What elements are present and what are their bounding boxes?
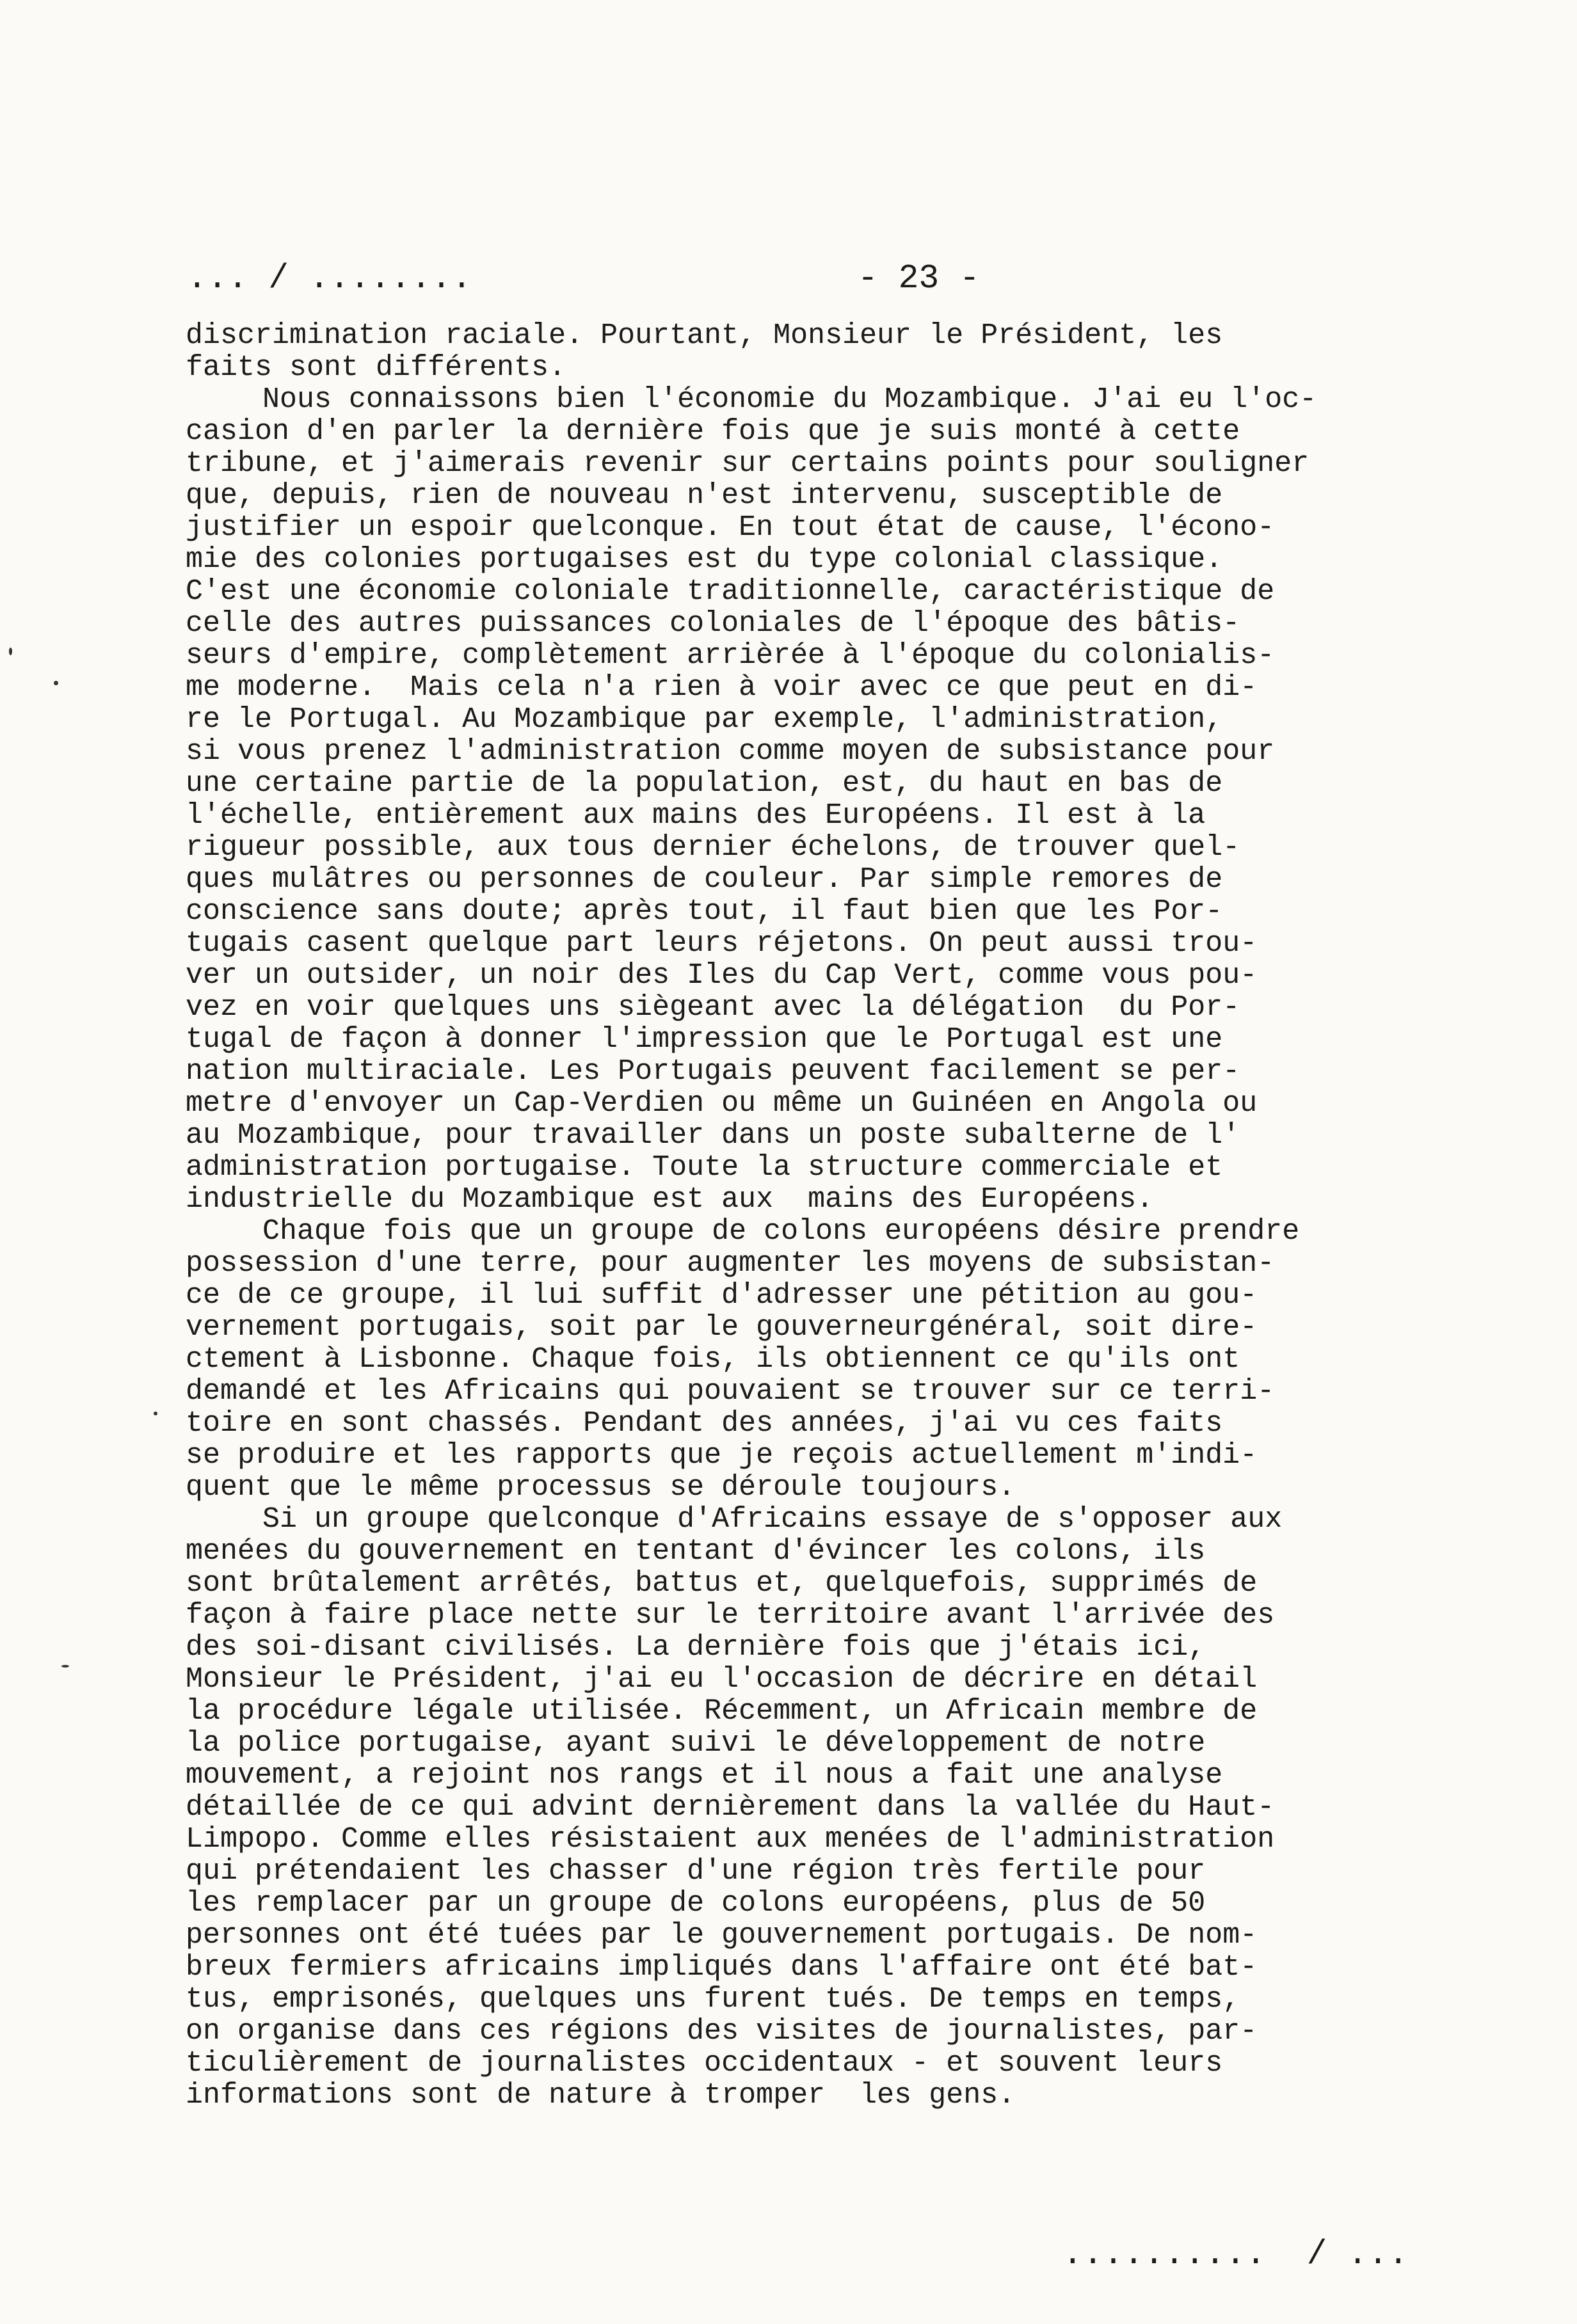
text-line: la procédure légale utilisée. Récemment, un Africain membre de [186, 1695, 1258, 1728]
paragraph-1 [186, 320, 1459, 384]
text-line: la police portugaise, ayant suivi le développement de notre [186, 1727, 1206, 1760]
text-line: ticulièrement de journalistes occidentaux - et souvent leurs [186, 2047, 1223, 2080]
text-line: toire en sont chassés. Pendant des années, j'ai vu ces faits [186, 1407, 1223, 1440]
text-line: l'échelle, entièrement aux mains des Européens. Il est à la [186, 799, 1206, 832]
text-line: ce de ce groupe, il lui suffit d'adresser une pétition au gou- [186, 1279, 1258, 1312]
text-line: conscience sans doute; après tout, il faut bien que les Por- [186, 895, 1223, 928]
text-line: tugais casent quelque part leurs réjetons. On peut aussi trou- [186, 927, 1258, 960]
text-line: Nous connaissons bien l'économie du Mozambique. J'ai eu l'oc- [262, 383, 1317, 416]
footer-continuation-mark: .......... / ... [1062, 2235, 1409, 2273]
text-line: possession d'une terre, pour augmenter les moyens de subsistan- [186, 1247, 1275, 1280]
text-line: Chaque fois que un groupe de colons européens désire prendre [262, 1215, 1300, 1248]
text-line: discrimination raciale. Pourtant, Monsieur le Président, les [186, 319, 1223, 352]
text-line: C'est une économie coloniale traditionnelle, caractéristique de [186, 575, 1275, 608]
text-line: tus, emprisonés, quelques uns furent tués. De temps en temps, [186, 1983, 1240, 2016]
document-body [186, 320, 1459, 2112]
text-line: industrielle du Mozambique est aux mains des Européens. [186, 1183, 1154, 1216]
text-line: des soi-disant civilisés. La dernière fois que j'étais ici, [186, 1631, 1206, 1664]
text-line: me moderne. Mais cela n'a rien à voir avec ce que peut en di- [186, 671, 1258, 704]
header-continuation-mark: ... / ........ [187, 259, 472, 298]
text-line: mie des colonies portugaises est du type colonial classique. [186, 543, 1223, 576]
text-line: administration portugaise. Toute la structure commerciale et [186, 1151, 1223, 1184]
text-line: ctement à Lisbonne. Chaque fois, ils obtiennent ce qu'ils ont [186, 1343, 1240, 1376]
paragraph-3 [186, 1216, 1459, 1504]
text-line: tribune, et j'aimerais revenir sur certains points pour souligner [186, 447, 1309, 480]
text-line: une certaine partie de la population, est, du haut en bas de [186, 767, 1223, 800]
text-line: Si un groupe quelconque d'Africains essaye de s'opposer aux [262, 1503, 1283, 1536]
text-line: ques mulâtres ou personnes de couleur. Par simple remores de [186, 863, 1223, 896]
text-line: re le Portugal. Au Mozambique par exemple, l'administration, [186, 703, 1223, 736]
text-line: seurs d'empire, complètement arrièrée à l'époque du colonialis- [186, 639, 1275, 672]
text-line: personnes ont été tuées par le gouvernement portugais. De nom- [186, 1919, 1258, 1952]
text-line: vez en voir quelques uns siègeant avec la délégation du Por- [186, 991, 1240, 1024]
text-line: qui prétendaient les chasser d'une région très fertile pour [186, 1855, 1206, 1888]
text-line: demandé et les Africains qui pouvaient se trouver sur ce terri- [186, 1375, 1275, 1408]
text-line: metre d'envoyer un Cap-Verdien ou même un Guinéen en Angola ou [186, 1087, 1258, 1120]
text-line: Monsieur le Président, j'ai eu l'occasion de décrire en détail [186, 1663, 1258, 1696]
text-line: menées du gouvernement en tentant d'évincer les colons, ils [186, 1535, 1206, 1568]
text-line: justifier un espoir quelconque. En tout état de cause, l'écono- [186, 511, 1275, 544]
text-line: si vous prenez l'administration comme moyen de subsistance pour [186, 735, 1275, 768]
scan-speck [154, 1412, 157, 1415]
text-line: celle des autres puissances coloniales de l'époque des bâtis- [186, 607, 1240, 640]
text-line: faits sont différents. [186, 351, 566, 384]
text-line: on organise dans ces régions des visites de journalistes, par- [186, 2015, 1258, 2048]
text-line: façon à faire place nette sur le territoire avant l'arrivée des [186, 1599, 1275, 1632]
text-line: tugal de façon à donner l'impression que le Portugal est une [186, 1023, 1223, 1056]
text-line: informations sont de nature à tromper les gens. [186, 2079, 1016, 2112]
text-line: vernement portugais, soit par le gouverneurgénéral, soit dire- [186, 1311, 1258, 1344]
text-line: que, depuis, rien de nouveau n'est intervenu, susceptible de [186, 479, 1223, 512]
text-line: casion d'en parler la dernière fois que je suis monté à cette [186, 415, 1240, 448]
text-line: au Mozambique, pour travailler dans un poste subalterne de l' [186, 1119, 1240, 1152]
text-line: Limpopo. Comme elles résistaient aux menées de l'administration [186, 1823, 1275, 1856]
text-line: sont brûtalement arrêtés, battus et, quelquefois, supprimés de [186, 1567, 1258, 1600]
text-line: breux fermiers africains impliqués dans l'affaire ont été bat- [186, 1951, 1258, 1984]
text-line: mouvement, a rejoint nos rangs et il nous a fait une analyse [186, 1759, 1223, 1792]
text-line: nation multiraciale. Les Portugais peuvent facilement se per- [186, 1055, 1240, 1088]
scan-speck [61, 1665, 69, 1667]
scan-speck [9, 648, 12, 655]
scan-speck [54, 681, 58, 685]
text-line: quent que le même processus se déroule toujours. [186, 1471, 1016, 1504]
text-line: se produire et les rapports que je reçois actuellement m'indi- [186, 1439, 1258, 1472]
paragraph-4 [186, 1504, 1459, 2112]
text-line: détaillée de ce qui advint dernièrement dans la vallée du Haut- [186, 1791, 1275, 1824]
page-number: - 23 - [858, 259, 980, 298]
text-line: les remplacer par un groupe de colons européens, plus de 50 [186, 1887, 1206, 1920]
text-line: rigueur possible, aux tous dernier échelons, de trouver quel- [186, 831, 1240, 864]
page-header [187, 256, 1467, 301]
paragraph-2 [186, 384, 1459, 1216]
text-line: ver un outsider, un noir des Iles du Cap Vert, comme vous pou- [186, 959, 1258, 992]
